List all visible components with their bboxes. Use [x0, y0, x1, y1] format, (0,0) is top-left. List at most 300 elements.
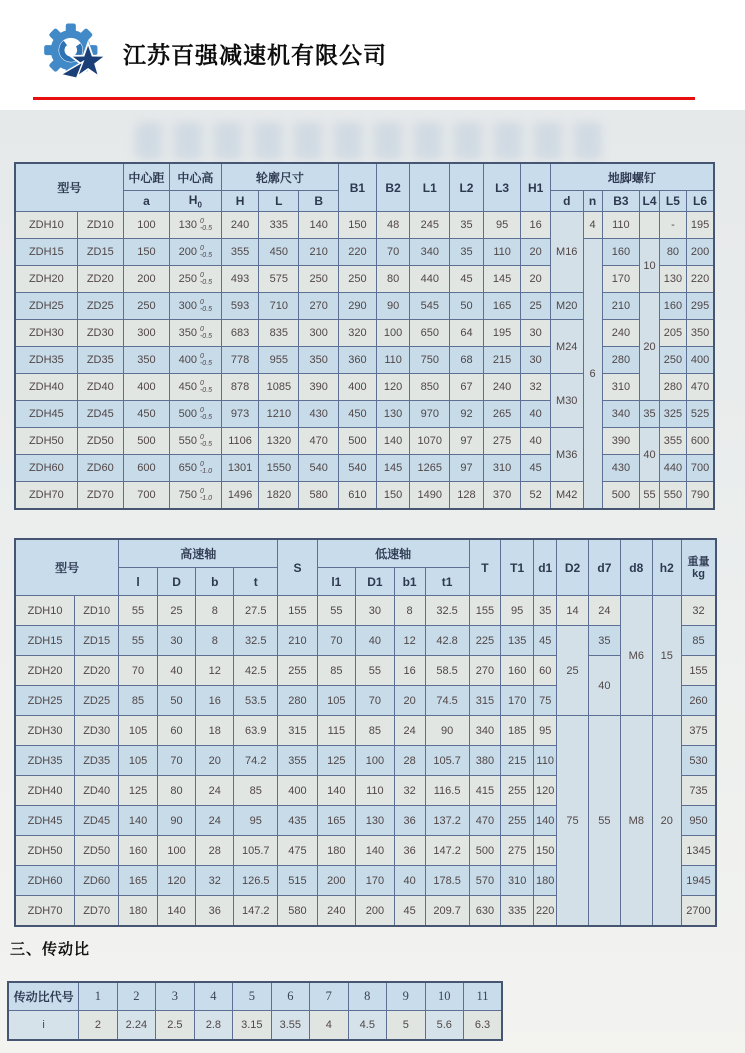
cell-t1: 116.5 [425, 776, 469, 806]
model-zd: ZD35 [75, 746, 119, 776]
cell-S: 355 [278, 746, 317, 776]
cell-b: 16 [196, 686, 234, 716]
cell-T1: 275 [501, 836, 534, 866]
model-zd: ZD45 [75, 806, 119, 836]
cell-H1: 30 [521, 347, 550, 374]
col-d8: d8 [621, 539, 653, 596]
cell-B3: 210 [602, 293, 640, 320]
cell-weight: 260 [682, 686, 717, 716]
cell-B1: 610 [339, 482, 377, 510]
col-H1: H1 [521, 163, 550, 212]
cell-l1: 240 [317, 896, 356, 927]
cell-L5: 280 [659, 374, 686, 401]
cell-L1: 850 [410, 374, 450, 401]
model-zdh: ZDH40 [15, 374, 77, 401]
cell-l1: 70 [317, 626, 356, 656]
cell-h0-tolerance [200, 272, 212, 287]
cell-B1: 360 [339, 347, 377, 374]
cell-d7: 35 [588, 626, 620, 656]
ratio-value: 2.24 [117, 1011, 155, 1041]
cell-l1: 115 [317, 716, 356, 746]
cell-L1: 545 [410, 293, 450, 320]
cell-D1: 40 [356, 626, 395, 656]
cell-H: 878 [221, 374, 259, 401]
cell-d1: 120 [534, 776, 557, 806]
col-D2: D2 [557, 539, 589, 596]
cell-S: 580 [278, 896, 317, 927]
cell-L6: 790 [687, 482, 714, 510]
cell-h0-tolerance [200, 218, 212, 233]
cell-h0-wrap [171, 407, 220, 422]
cell-t1: 90 [425, 716, 469, 746]
cell-H1: 40 [521, 401, 550, 428]
col-L5: L5 [659, 191, 686, 212]
cell-D1: 130 [356, 806, 395, 836]
cell-h0-value: 450 [178, 381, 197, 393]
cell-B1: 290 [339, 293, 377, 320]
col-t1: t1 [425, 568, 469, 596]
col-L2: L2 [450, 163, 484, 212]
ratio-code: 6 [271, 982, 309, 1011]
cell-t: 63.9 [234, 716, 278, 746]
tolerance-upper: 0 [199, 325, 204, 333]
cell-H: 778 [221, 347, 259, 374]
cell-n: 6 [583, 239, 602, 510]
tolerance-upper: 0 [199, 217, 204, 225]
cell-h0-value: 750 [178, 489, 197, 501]
section-heading: 三、传动比 [10, 941, 91, 958]
cell-D: 30 [157, 626, 196, 656]
tolerance-upper: 0 [199, 298, 204, 306]
cell-d8: M6 [621, 596, 653, 716]
cell-L6: 200 [687, 239, 714, 266]
cell-a: 100 [123, 212, 169, 239]
cell-b: 8 [196, 626, 234, 656]
cell-l1: 180 [317, 836, 356, 866]
cell-d1: 140 [534, 806, 557, 836]
cell-h0-tolerance [200, 353, 212, 368]
cell-b: 20 [196, 746, 234, 776]
cell-B2: 80 [376, 266, 410, 293]
cell-h0-value: 300 [178, 300, 197, 312]
ratio-code: 9 [387, 982, 425, 1011]
ratio-value: 5 [387, 1011, 425, 1041]
model-zdh: ZDH20 [15, 266, 77, 293]
cell-B3: 310 [602, 374, 640, 401]
cell-B1: 320 [339, 320, 377, 347]
tolerance-upper: 0 [199, 406, 204, 414]
cell-H1: 30 [521, 320, 550, 347]
cell-a: 150 [123, 239, 169, 266]
cell-t1: 147.2 [425, 836, 469, 866]
h0-letter: H [188, 192, 198, 207]
tolerance-lower: -0.5 [199, 306, 213, 313]
cell-B2: 150 [376, 482, 410, 510]
cell-B3: 430 [602, 455, 640, 482]
cell-L3: 275 [483, 428, 521, 455]
model-zd: ZD50 [75, 836, 119, 866]
cell-b: 24 [196, 806, 234, 836]
cell-h0 [169, 266, 221, 293]
cell-l: 55 [119, 596, 158, 626]
col-B3: B3 [602, 191, 640, 212]
cell-h0 [169, 455, 221, 482]
model-zdh: ZDH35 [15, 746, 75, 776]
cell-L1: 340 [410, 239, 450, 266]
cell-D1: 200 [356, 896, 395, 927]
cell-t: 27.5 [234, 596, 278, 626]
model-zd: ZD15 [77, 239, 123, 266]
table-row [15, 212, 714, 239]
cell-h0-tolerance [200, 326, 212, 341]
cell-L4 [640, 212, 660, 239]
cell-T: 155 [469, 596, 501, 626]
model-zd: ZD70 [75, 896, 119, 927]
model-zdh: ZDH40 [15, 776, 75, 806]
cell-d7: 55 [588, 716, 620, 927]
col-b1: b1 [394, 568, 425, 596]
col-T1: T1 [501, 539, 534, 596]
cell-L6: 400 [687, 347, 714, 374]
cell-a: 600 [123, 455, 169, 482]
model-zdh: ZDH60 [15, 455, 77, 482]
model-zdh: ZDH15 [15, 626, 75, 656]
cell-b: 24 [196, 776, 234, 806]
col-d1: d1 [534, 539, 557, 596]
cell-h0-tolerance [200, 434, 212, 449]
cell-T1: 170 [501, 686, 534, 716]
company-name: 江苏百强减速机有限公司 [123, 41, 387, 68]
tolerance-upper: 0 [199, 379, 204, 387]
cell-h0-wrap [171, 326, 220, 341]
tolerance-upper: 0 [199, 433, 204, 441]
cell-L3: 370 [483, 482, 521, 510]
col-high-speed-shaft: 高速轴 [119, 539, 278, 568]
model-zdh: ZDH70 [15, 482, 77, 510]
cell-l: 180 [119, 896, 158, 927]
ratio-value: 2.5 [156, 1011, 194, 1041]
cell-b: 36 [196, 896, 234, 927]
cell-t1: 42.8 [425, 626, 469, 656]
cell-T: 470 [469, 806, 501, 836]
cell-L1: 750 [410, 347, 450, 374]
cell-t1: 58.5 [425, 656, 469, 686]
cell-t: 126.5 [234, 866, 278, 896]
cell-weight: 1945 [682, 866, 717, 896]
cell-b: 8 [196, 596, 234, 626]
cell-B: 390 [299, 374, 339, 401]
cell-b1: 12 [394, 626, 425, 656]
cell-B2: 130 [376, 401, 410, 428]
cell-h0-wrap [171, 488, 220, 503]
tolerance-upper: 0 [199, 352, 204, 360]
cell-a: 700 [123, 482, 169, 510]
model-zd: ZD25 [77, 293, 123, 320]
cell-D1: 110 [356, 776, 395, 806]
cell-T1: 255 [501, 776, 534, 806]
cell-L5: 440 [659, 455, 686, 482]
cell-B: 140 [299, 212, 339, 239]
cell-B: 210 [299, 239, 339, 266]
model-zd: ZD30 [77, 320, 123, 347]
cell-b1: 36 [394, 806, 425, 836]
col-T: T [469, 539, 501, 596]
h0-subscript: 0 [197, 200, 202, 210]
cell-L5: 250 [659, 347, 686, 374]
col-low-speed-shaft: 低速轴 [317, 539, 469, 568]
cell-L6: 350 [687, 320, 714, 347]
cell-d: M30 [550, 374, 583, 428]
cell-D: 120 [157, 866, 196, 896]
cell-L2: 45 [450, 266, 484, 293]
ratio-code: 1 [79, 982, 117, 1011]
table-row [15, 455, 714, 482]
cell-B3: 280 [602, 347, 640, 374]
tolerance-lower: -0.5 [199, 387, 213, 394]
col-model: 型号 [15, 539, 119, 596]
cell-a: 500 [123, 428, 169, 455]
col-center-height: 中心高 [169, 163, 221, 191]
cell-B3: 170 [602, 266, 640, 293]
ratio-i-label: i [8, 1011, 79, 1041]
cell-l1: 165 [317, 806, 356, 836]
cell-d8: M8 [621, 716, 653, 927]
cell-t1: 209.7 [425, 896, 469, 927]
cell-t1: 32.5 [425, 596, 469, 626]
cell-L1: 1490 [410, 482, 450, 510]
transmission-ratio-table [7, 981, 503, 1041]
cell-T: 340 [469, 716, 501, 746]
cell-H: 493 [221, 266, 259, 293]
cell-L3: 215 [483, 347, 521, 374]
cell-h0 [169, 428, 221, 455]
ratio-code: 10 [425, 982, 463, 1011]
cell-D: 25 [157, 596, 196, 626]
cell-S: 255 [278, 656, 317, 686]
cell-h0-tolerance [200, 488, 212, 503]
cell-B2: 110 [376, 347, 410, 374]
cell-H: 683 [221, 320, 259, 347]
cell-L: 1210 [259, 401, 299, 428]
cell-l: 70 [119, 656, 158, 686]
model-zdh: ZDH10 [15, 596, 75, 626]
model-zd: ZD40 [75, 776, 119, 806]
cell-h2: 15 [652, 596, 681, 716]
cell-B1: 220 [339, 239, 377, 266]
cell-h0-wrap [171, 353, 220, 368]
cell-T: 315 [469, 686, 501, 716]
col-B2: B2 [376, 163, 410, 212]
cell-L2: 92 [450, 401, 484, 428]
table-row [15, 347, 714, 374]
model-zdh: ZDH30 [15, 716, 75, 746]
site-header [42, 16, 387, 90]
cell-L2: 97 [450, 428, 484, 455]
tolerance-lower: -0.5 [199, 414, 213, 421]
col-L: L [259, 191, 299, 212]
cell-h0-value: 130 [178, 219, 197, 231]
cell-h0 [169, 401, 221, 428]
cell-L: 835 [259, 320, 299, 347]
cell-T1: 185 [501, 716, 534, 746]
company-logo-icon[interactable] [42, 16, 114, 90]
cell-b1: 28 [394, 746, 425, 776]
cell-a: 250 [123, 293, 169, 320]
cell-L4: 10 [640, 239, 660, 293]
col-L6: L6 [687, 191, 714, 212]
col-L1: L1 [410, 163, 450, 212]
cell-h0-value: 350 [178, 327, 197, 339]
cell-L4: 20 [640, 293, 660, 401]
cell-L6: 295 [687, 293, 714, 320]
cell-H: 355 [221, 239, 259, 266]
cell-d1: 110 [534, 746, 557, 776]
cell-L3: 310 [483, 455, 521, 482]
ratio-value: 6.3 [464, 1011, 503, 1041]
cell-L3: 145 [483, 266, 521, 293]
cell-L5: 355 [659, 428, 686, 455]
cell-d: M24 [550, 320, 583, 374]
cell-L3: 195 [483, 320, 521, 347]
cell-B1: 150 [339, 212, 377, 239]
cell-n: 4 [583, 212, 602, 239]
cell-B1: 540 [339, 455, 377, 482]
cell-S: 315 [278, 716, 317, 746]
cell-B3: 340 [602, 401, 640, 428]
cell-weight: 1345 [682, 836, 717, 866]
cell-h0 [169, 347, 221, 374]
model-zd: ZD25 [75, 686, 119, 716]
cell-L1: 440 [410, 266, 450, 293]
cell-d1: 95 [534, 716, 557, 746]
cell-D1: 85 [356, 716, 395, 746]
cell-D1: 140 [356, 836, 395, 866]
col-D: D [157, 568, 196, 596]
cell-S: 155 [278, 596, 317, 626]
cell-D1: 55 [356, 656, 395, 686]
cell-T: 415 [469, 776, 501, 806]
cell-L3: 165 [483, 293, 521, 320]
model-zd: ZD60 [75, 866, 119, 896]
cell-b: 32 [196, 866, 234, 896]
cell-weight: 950 [682, 806, 717, 836]
cell-L: 1320 [259, 428, 299, 455]
ratio-code-row [8, 982, 502, 1011]
tolerance-upper: 0 [199, 271, 204, 279]
cell-h0-tolerance [200, 299, 212, 314]
cell-l: 105 [119, 716, 158, 746]
cell-h0 [169, 374, 221, 401]
ratio-value: 2.8 [194, 1011, 232, 1041]
cell-D: 100 [157, 836, 196, 866]
cell-L5: 160 [659, 293, 686, 320]
cell-d: M20 [550, 293, 583, 320]
cell-d: M42 [550, 482, 583, 510]
cell-S: 210 [278, 626, 317, 656]
table-row [15, 266, 714, 293]
table-row [15, 401, 714, 428]
cell-L3: 240 [483, 374, 521, 401]
cell-L4: 40 [640, 428, 660, 482]
cell-b1: 8 [394, 596, 425, 626]
cell-T1: 255 [501, 806, 534, 836]
cell-T1: 135 [501, 626, 534, 656]
cell-L1: 245 [410, 212, 450, 239]
weight-label: 重量 [687, 555, 710, 568]
tolerance-lower: -1.0 [199, 495, 213, 502]
cell-D2: 14 [557, 596, 589, 626]
cell-h0-wrap [171, 299, 220, 314]
cell-L6: 195 [687, 212, 714, 239]
cell-L: 1820 [259, 482, 299, 510]
cell-d7: 24 [588, 596, 620, 626]
cell-H1: 20 [521, 239, 550, 266]
table-row [15, 596, 716, 626]
cell-D1: 170 [356, 866, 395, 896]
cell-H: 1301 [221, 455, 259, 482]
cell-S: 400 [278, 776, 317, 806]
ratio-value: 5.6 [425, 1011, 463, 1041]
cell-L5: - [659, 212, 686, 239]
cell-D2: 25 [557, 626, 589, 716]
cell-d1: 45 [534, 626, 557, 656]
cell-b1: 24 [394, 716, 425, 746]
cell-H1: 32 [521, 374, 550, 401]
cell-b1: 36 [394, 836, 425, 866]
cell-l1: 85 [317, 656, 356, 686]
cell-B1: 450 [339, 401, 377, 428]
model-zdh: ZDH10 [15, 212, 77, 239]
table-row [15, 656, 716, 686]
model-zd: ZD10 [77, 212, 123, 239]
cell-B1: 250 [339, 266, 377, 293]
cell-H1: 52 [521, 482, 550, 510]
cell-h2: 20 [652, 716, 681, 927]
cell-h0 [169, 320, 221, 347]
cell-B2: 120 [376, 374, 410, 401]
cell-D: 50 [157, 686, 196, 716]
tolerance-upper: 0 [199, 244, 204, 252]
col-b: b [196, 568, 234, 596]
model-zdh: ZDH15 [15, 239, 77, 266]
gear-star-logo-icon [42, 16, 114, 90]
cell-t1: 137.2 [425, 806, 469, 836]
cell-h0-wrap [171, 461, 220, 476]
ratio-code: 2 [117, 982, 155, 1011]
model-zd: ZD10 [75, 596, 119, 626]
cell-B3: 160 [602, 239, 640, 266]
cell-L2: 68 [450, 347, 484, 374]
cell-h0-wrap [171, 434, 220, 449]
model-zdh: ZDH45 [15, 806, 75, 836]
cell-L6: 470 [687, 374, 714, 401]
cell-L: 1550 [259, 455, 299, 482]
cell-l: 125 [119, 776, 158, 806]
cell-B3: 240 [602, 320, 640, 347]
cell-S: 515 [278, 866, 317, 896]
table-row [15, 482, 714, 510]
table-row [15, 626, 716, 656]
col-l: l [119, 568, 158, 596]
ratio-code: 3 [156, 982, 194, 1011]
ratio-code: 8 [348, 982, 386, 1011]
cell-T: 270 [469, 656, 501, 686]
model-zdh: ZDH45 [15, 401, 77, 428]
cell-L4: 55 [640, 482, 660, 510]
model-zd: ZD15 [75, 626, 119, 656]
cell-b: 12 [196, 656, 234, 686]
cell-L6: 600 [687, 428, 714, 455]
